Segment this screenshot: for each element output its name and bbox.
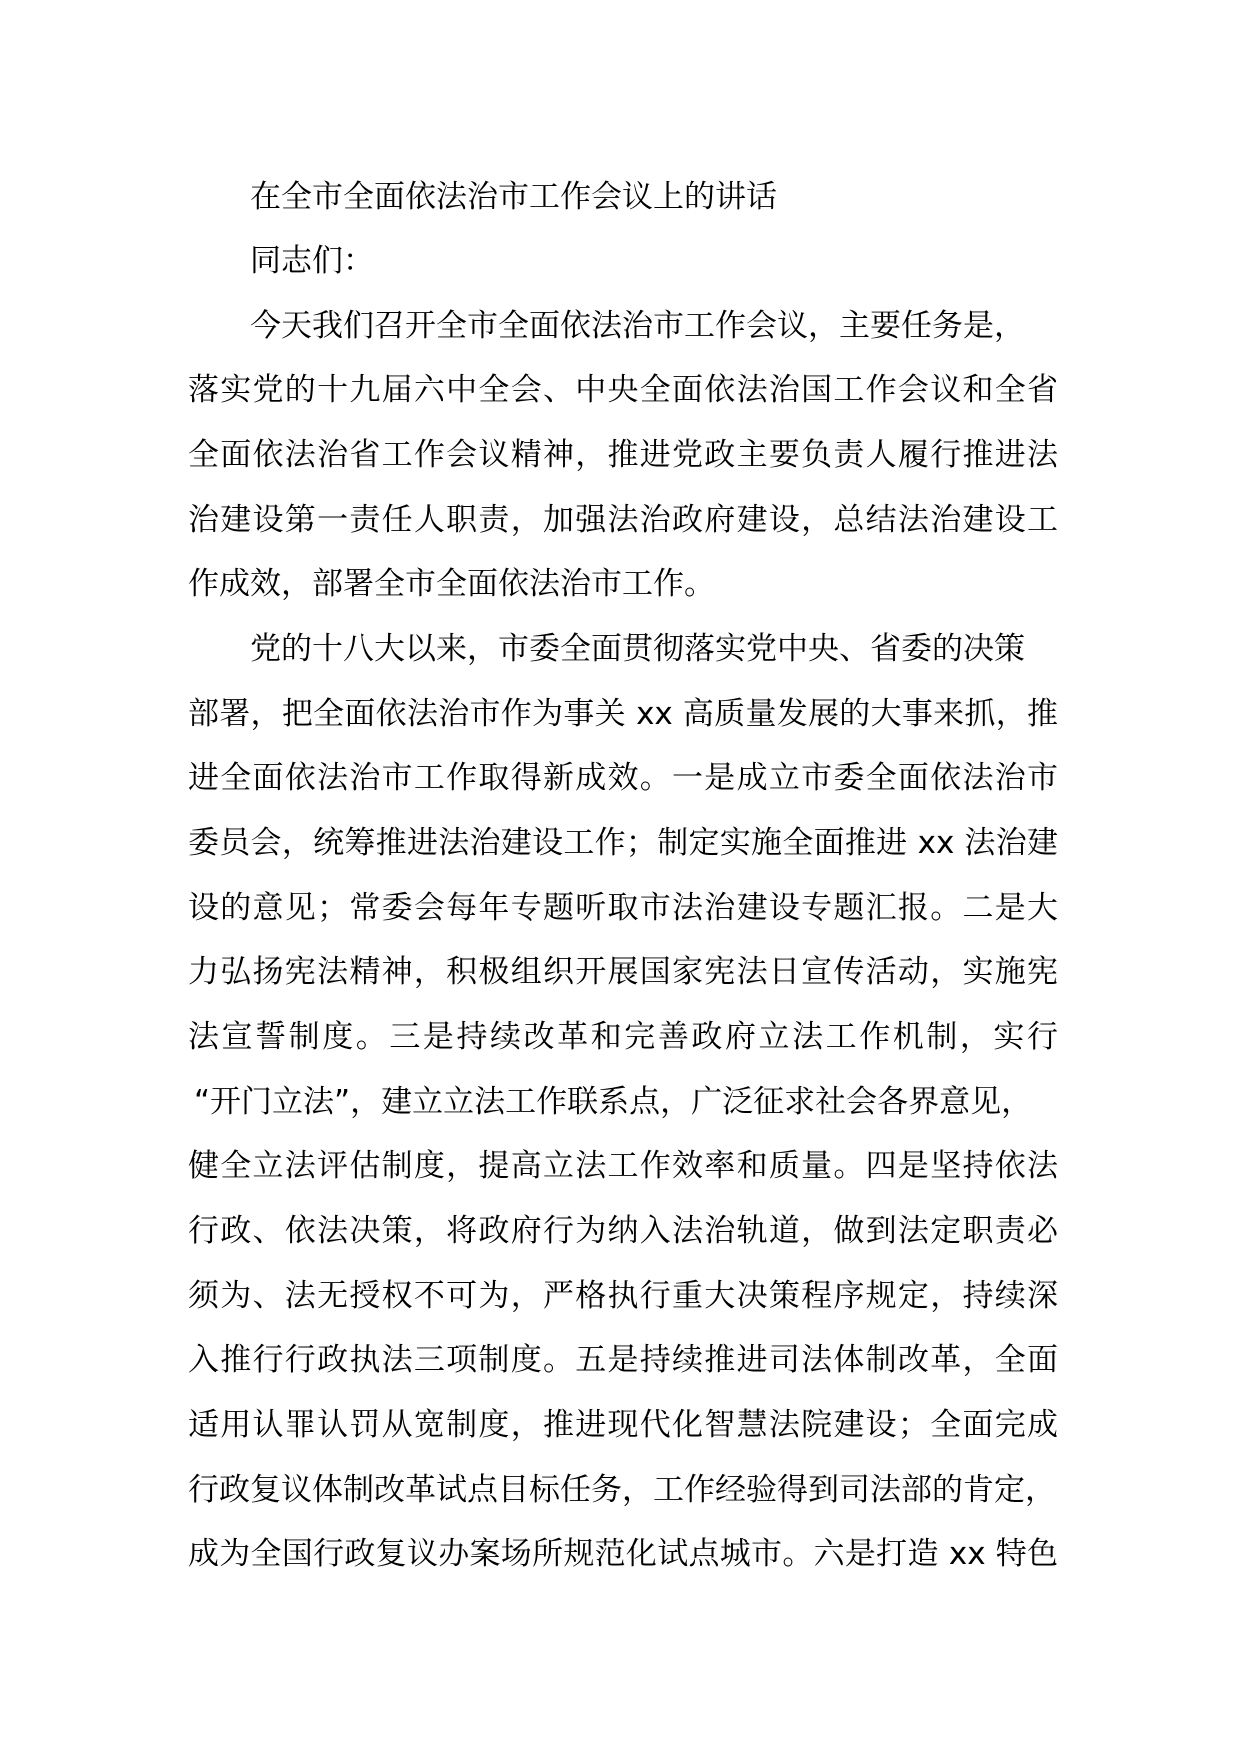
paragraph-2-line-2: 部署，把全面依法治市作为事关 xx 高质量发展的大事来抓，推 <box>188 696 1058 732</box>
paragraph-2-line-15: 成为全国行政复议办案场所规范化试点城市。六是打造 xx 特色 <box>188 1536 1058 1572</box>
paragraph-2-line-4: 委员会，统筹推进法治建设工作；制定实施全面推进 xx 法治建 <box>188 825 1058 861</box>
paragraph-2-line-5: 设的意见；常委会每年专题听取市法治建设专题汇报。二是大 <box>188 890 1058 926</box>
paragraph-2-line-7: 法宣誓制度。三是持续改革和完善政府立法工作机制，实行 <box>188 1019 1058 1055</box>
paragraph-2-line-11: 须为、法无授权不可为，严格执行重大决策程序规定，持续深 <box>188 1278 1058 1314</box>
paragraph-1-line-5: 作成效，部署全市全面依法治市工作。 <box>188 566 715 602</box>
paragraph-2-line-10: 行政、依法决策，将政府行为纳入法治轨道，做到法定职责必 <box>188 1213 1058 1249</box>
paragraph-2-line-8: “开门立法”，建立立法工作联系点，广泛征求社会各界意见， <box>194 1084 1033 1120</box>
paragraph-2-line-3: 进全面依法治市工作取得新成效。一是成立市委全面依法治市 <box>188 760 1058 796</box>
paragraph-2-line-6: 力弘扬宪法精神，积极组织开展国家宪法日宣传活动，实施宪 <box>188 954 1058 990</box>
paragraph-2-line-1: 党的十八大以来，市委全面贯彻落实党中央、省委的决策 <box>250 631 1025 667</box>
paragraph-2-line-13: 适用认罪认罚从宽制度，推进现代化智慧法院建设；全面完成 <box>188 1407 1058 1443</box>
paragraph-1-line-2: 落实党的十九届六中全会、中央全面依法治国工作会议和全省 <box>188 372 1058 408</box>
paragraph-1-line-3: 全面依法治省工作会议精神，推进党政主要负责人履行推进法 <box>188 437 1058 473</box>
paragraph-1-line-4: 治建设第一责任人职责，加强法治政府建设，总结法治建设工 <box>188 502 1058 538</box>
salutation: 同志们： <box>250 243 374 279</box>
document-title: 在全市全面依法治市工作会议上的讲话 <box>250 179 777 215</box>
paragraph-2-line-12: 入推行行政执法三项制度。五是持续推进司法体制改革，全面 <box>188 1342 1058 1378</box>
paragraph-1-line-1: 今天我们召开全市全面依法治市工作会议，主要任务是， <box>250 308 1025 344</box>
paragraph-2-line-9: 健全立法评估制度，提高立法工作效率和质量。四是坚持依法 <box>188 1148 1058 1184</box>
paragraph-2-line-14: 行政复议体制改革试点目标任务，工作经验得到司法部的肯定， <box>188 1472 1056 1508</box>
